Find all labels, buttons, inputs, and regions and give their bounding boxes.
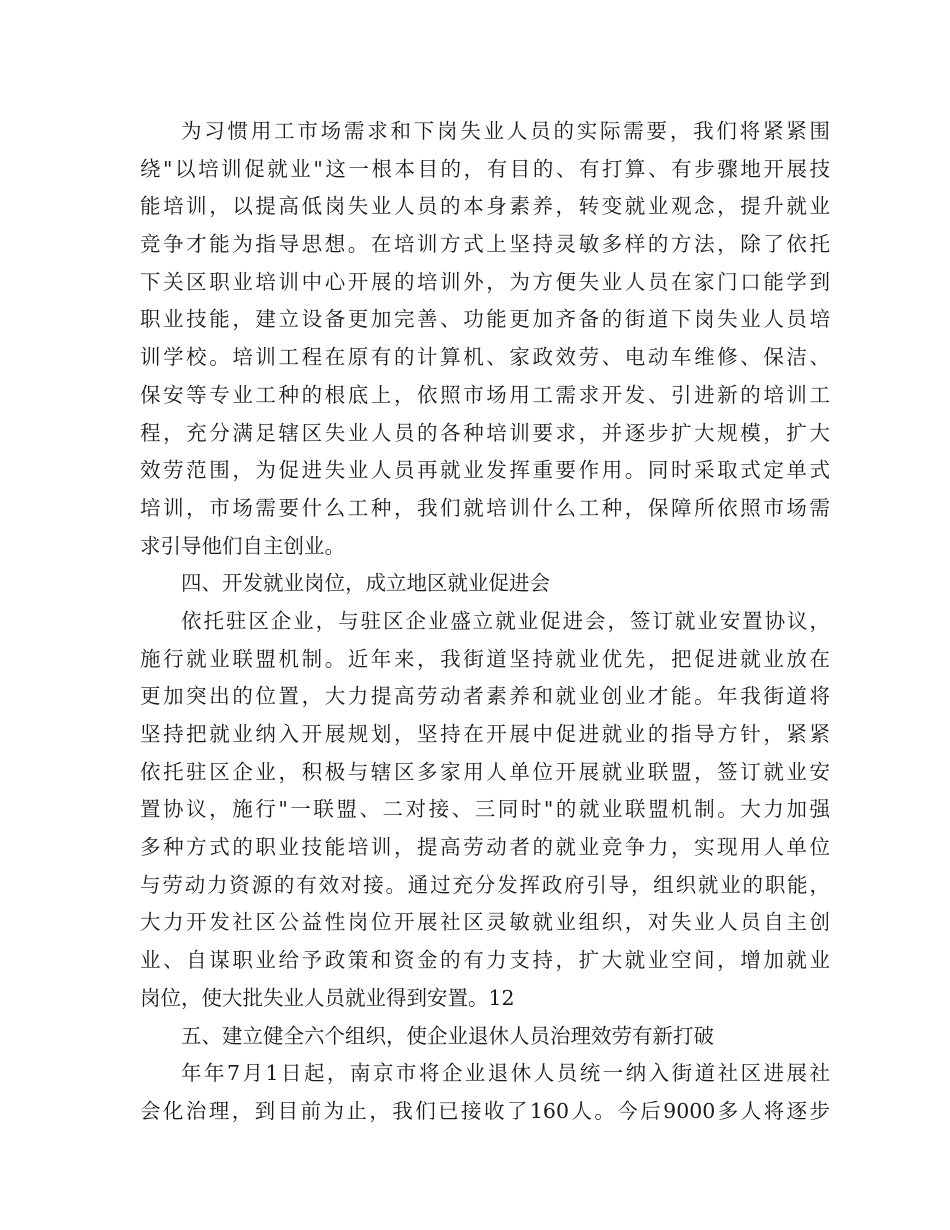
text-line: 能培训，以提高低岗失业人员的本身素养，转变就业观念，提升就业 bbox=[140, 194, 830, 219]
heading-line: 五、建立健全六个组织，使企业退休人员治理效劳有新打破 bbox=[181, 1023, 714, 1048]
text-line: 与劳动力资源的有效对接。通过充分发挥政府引导，组织就业的职能， bbox=[140, 872, 830, 897]
text-line: 培训，市场需要什么工种，我们就培训什么工种，保障所依照市场需 bbox=[140, 495, 830, 520]
text-line: 程，充分满足辖区失业人员的各种培训要求，并逐步扩大规模，扩大 bbox=[140, 420, 830, 445]
heading-line: 四、开发就业岗位，成立地区就业促进会 bbox=[181, 571, 550, 596]
text-line: 坚持把就业纳入开展规划，坚持在开展中促进就业的指导方针，紧紧 bbox=[140, 722, 830, 746]
text-line: 业、自谋职业给予政策和资金的有力支持，扩大就业空间，增加就业 bbox=[140, 948, 830, 973]
text-line: 大力开发社区公益性岗位开展社区灵敏就业组织，对失业人员自主创 bbox=[140, 910, 830, 935]
text-line: 更加突出的位置，大力提高劳动者素养和就业创业才能。年我街道将 bbox=[140, 684, 830, 709]
text-line: 下关区职业培训中心开展的培训外，为方便失业人员在家门口能学到 bbox=[140, 269, 830, 294]
body-text bbox=[140, 113, 830, 1131]
section-heading-four bbox=[140, 565, 830, 603]
text-line: 训学校。培训工程在原有的计算机、家政效劳、电动车维修、保洁、 bbox=[140, 345, 830, 370]
text-line: 竞争才能为指导思想。在培训方式上坚持灵敏多样的方法，除了依托 bbox=[140, 232, 830, 257]
text-line: 多种方式的职业技能培训，提高劳动者的就业竞争力，实现用人单位 bbox=[140, 835, 830, 860]
text-line: 求引导他们自主创业。 bbox=[140, 533, 345, 558]
paragraph-training bbox=[140, 113, 830, 565]
text-line: 职业技能，建立设备更加完善、功能更加齐备的街道下岗失业人员培 bbox=[140, 307, 830, 332]
text-line: 为习惯用工市场需求和下岗失业人员的实际需要，我们将紧紧围 bbox=[181, 119, 830, 143]
paragraph-employment-alliance bbox=[140, 603, 830, 1018]
text-line: 岗位，使大批失业人员就业得到安置。12 bbox=[140, 985, 515, 1010]
text-line: 效劳范围，为促进失业人员再就业发挥重要作用。同时采取式定单式 bbox=[140, 458, 830, 483]
text-line: 会化治理，到目前为止，我们已接收了160人。今后9000多人将逐步 bbox=[140, 1098, 830, 1123]
text-line: 依托驻区企业，积极与辖区多家用人单位开展就业联盟，签订就业安 bbox=[140, 759, 830, 784]
text-line: 绕"以培训促就业"这一根本目的，有目的、有打算、有步骤地开展技 bbox=[140, 156, 830, 181]
text-line: 施行就业联盟机制。近年来，我街道坚持就业优先，把促进就业放在 bbox=[140, 646, 830, 671]
section-heading-five bbox=[140, 1018, 830, 1056]
text-line: 置协议，施行"一联盟、二对接、三同时"的就业联盟机制。大力加强 bbox=[140, 797, 830, 822]
text-line: 保安等专业工种的根底上，依照市场用工需求开发、引进新的培训工 bbox=[140, 382, 830, 407]
text-line: 年年7月1日起，南京市将企业退休人员统一纳入街道社区进展社 bbox=[181, 1061, 830, 1086]
text-line: 依托驻区企业，与驻区企业盛立就业促进会，签订就业安置协议， bbox=[181, 608, 830, 633]
paragraph-retirees bbox=[140, 1055, 830, 1130]
